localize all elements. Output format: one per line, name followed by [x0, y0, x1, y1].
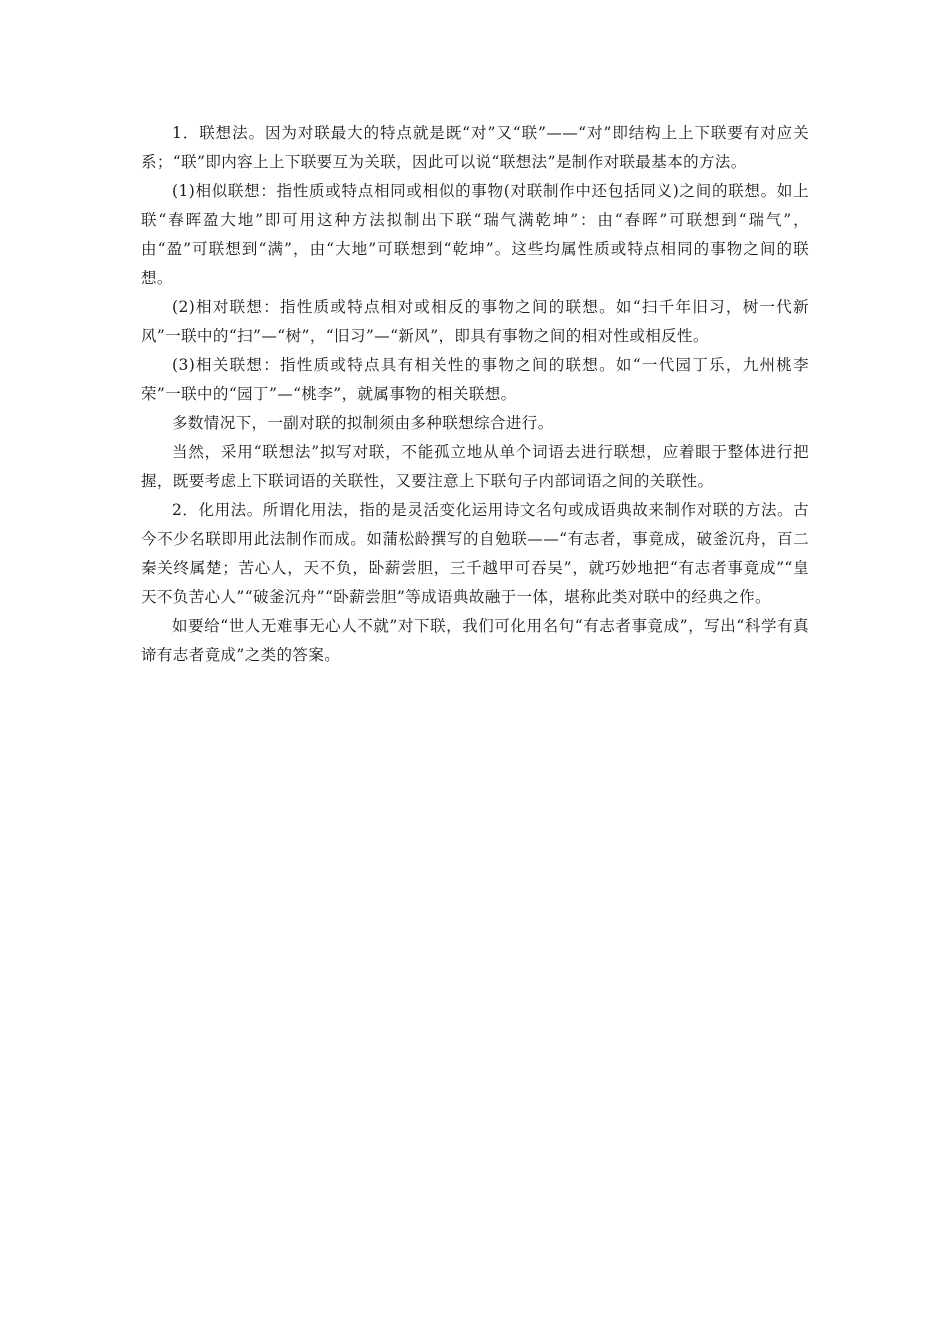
paragraph-example-answer: 如要给“世人无难事无心人不就”对下联，我们可化用名句“有志者事竟成”，写出“科学有真谛有志者竟成”之类的答案。 [141, 617, 809, 664]
paragraph-overall-grasp: 当然，采用“联想法”拟写对联，不能孤立地从单个词语去进行联想，应着眼于整体进行把握，既要考虑上下联词语的关联性，又要注意上下联句子内部词语之间的关联性。 [141, 443, 809, 490]
paragraph-similar-association: (1)相似联想：指性质或特点相同或相似的事物(对联制作中还包括同义)之间的联想。如上联“春晖盈大地”即可用这种方法拟制出下联“瑞气满乾坤”：由“春晖”可联想到“瑞气”，由“盈”可联想到“满”，由“大地”可联想到“乾坤”。这些均属性质或特点相同的事物之间的联想。 [141, 182, 809, 287]
paragraph-opposite-association: (2)相对联想：指性质或特点相对或相反的事物之间的联想。如“扫千年旧习，树一代新风”一联中的“扫”—“树”，“旧习”—“新风”，即具有事物之间的相对性或相反性。 [141, 298, 809, 345]
paragraph-association-method: 1．联想法。因为对联最大的特点就是既“对”又“联”——“对”即结构上上下联要有对应关系；“联”即内容上上下联要互为关联，因此可以说“联想法”是制作对联最基本的方法。 [141, 124, 809, 171]
paragraph-adaptation-method: 2．化用法。所谓化用法，指的是灵活变化运用诗文名句或成语典故来制作对联的方法。古今不少名联即用此法制作而成。如蒲松龄撰写的自勉联——“有志者，事竟成，破釜沉舟，百二秦关终属楚；苦心人，天不负，卧薪尝胆，三千越甲可吞吴”，就巧妙地把“有志者事竟成”“皇天不负苦心人”“破釜沉舟”“卧薪尝胆”等成语典故融于一体，堪称此类对联中的经典之作。 [141, 501, 809, 606]
document-body [141, 119, 809, 670]
paragraph-related-association: (3)相关联想：指性质或特点具有相关性的事物之间的联想。如“一代园丁乐，九州桃李荣”一联中的“园丁”—“桃李”，就属事物的相关联想。 [141, 356, 809, 403]
paragraph-combined-association: 多数情况下，一副对联的拟制须由多种联想综合进行。 [172, 414, 554, 432]
